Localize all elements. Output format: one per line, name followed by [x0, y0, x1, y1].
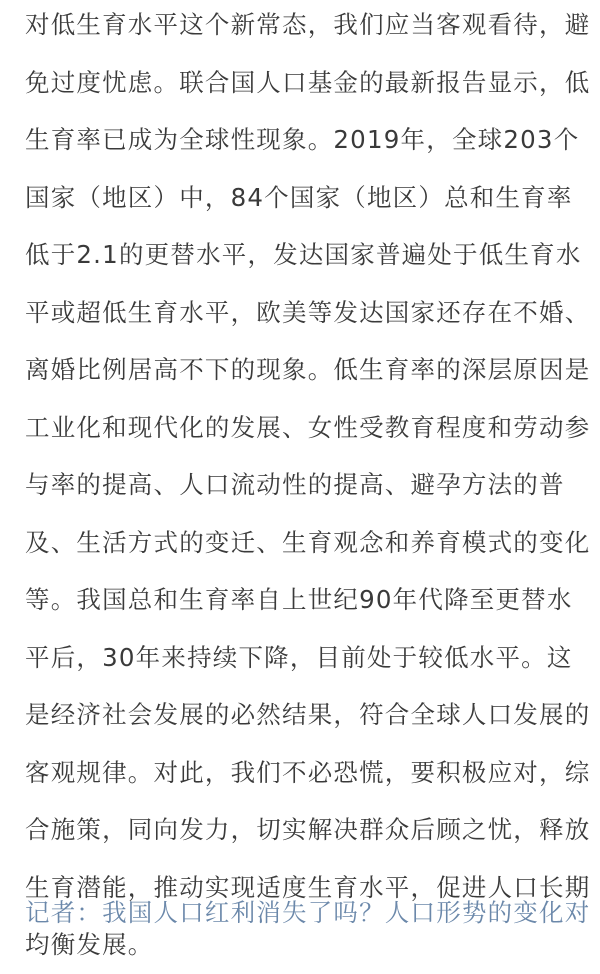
paragraph-line: 均衡发展。	[25, 930, 154, 959]
paragraph-line: 对低生育水平这个新常态，我们应当客观看待，避	[25, 10, 591, 39]
paragraph-line: 及、生活方式的变迁、生育观念和养育模式的变化	[25, 527, 591, 557]
paragraph-line: 免过度忧虑。联合国人口基金的最新报告显示，低	[25, 67, 591, 97]
paragraph-line: 是经济社会发展的必然结果，符合全球人口发展的	[25, 700, 591, 729]
paragraph-line: 离婚比例居高不下的现象。低生育率的深层原因是	[25, 355, 591, 384]
paragraph-line: 国家（地区）中，84个国家（地区）总和生育率	[25, 182, 573, 212]
paragraph-line: 平后，30年来持续下降，目前处于较低水平。这	[25, 642, 573, 672]
paragraph-line: 客观规律。对此，我们不必恐慌，要积极应对，综	[25, 757, 591, 787]
paragraph-line: 生育潜能，推动实现适度生育水平，促进人口长期	[25, 872, 591, 902]
paragraph-line: 生育率已成为全球性现象。2019年，全球203个	[25, 125, 580, 154]
article-paragraph	[25, 0, 600, 974]
reporter-question: 记者：我国人口红利消失了吗？人口形势的变化对	[25, 898, 591, 927]
paragraph-line: 平或超低生育水平，欧美等发达国家还存在不婚、	[25, 297, 591, 327]
paragraph-line: 与率的提高、人口流动性的提高、避孕方法的普	[25, 470, 565, 499]
paragraph-line: 等。我国总和生育率自上世纪90年代降至更替水	[25, 585, 573, 614]
paragraph-line: 合施策，同向发力，切实解决群众后顾之忧，释放	[25, 815, 591, 844]
paragraph-line: 低于2.1的更替水平，发达国家普遍处于低生育水	[25, 240, 582, 269]
paragraph-line: 工业化和现代化的发展、女性受教育程度和劳动参	[25, 412, 591, 442]
